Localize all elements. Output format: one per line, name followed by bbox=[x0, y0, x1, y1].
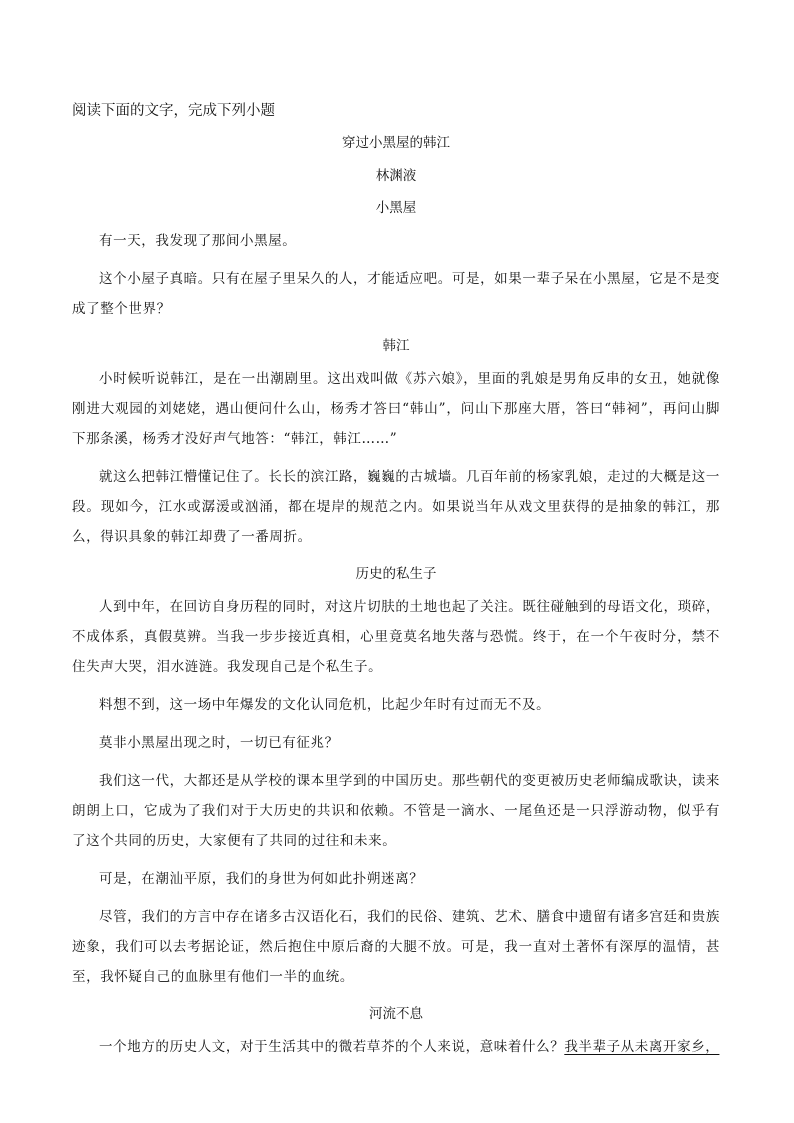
section-heading: 历史的私生子 bbox=[355, 566, 437, 582]
paragraph: 我们这一代，大都还是从学校的课本里学到的中国历史。那些朝代的变更被历史老师编成歌诀，读来朗朗上口，它成为了我们对于大历史的共识和依赖。不管是一滴水、一尾鱼还是一只浮游动物，似乎有了这个共同的历史，大家便有了共同的过往和未来。 bbox=[72, 773, 720, 849]
article-author: 林渊液 bbox=[375, 168, 417, 184]
paragraph: 可是，在潮汕平原，我们的身世为何如此扑朔迷离？ bbox=[99, 871, 424, 887]
section-heading: 韩江 bbox=[382, 338, 410, 354]
paragraph: 就这么把韩江懵懂记住了。长长的滨江路，巍巍的古城墙。几百年前的杨家乳娘，走过的大概是这一段。现如今，江水或潺湲或汹涌，都在堤岸的规范之内。如果说当年从戏文里获得的是抽象的韩江，那么，得识具象的韩江却费了一番周折。 bbox=[72, 469, 720, 545]
paragraph: 有一天，我发现了那间小黑屋。 bbox=[99, 233, 297, 249]
paragraph-text: 一个地方的历史人文，对于生活其中的微若草芥的个人来说，意味着什么？ bbox=[99, 1039, 565, 1055]
paragraph: 尽管，我们的方言中存在诸多古汉语化石，我们的民俗、建筑、艺术、膳食中遗留有诸多宫廷和贵族迹象，我们可以去考据论证，然后抱住中原后裔的大腿不放。可是，我一直对土著怀有深厚的温情，甚至，我怀疑自己的血脉里有他们一半的血统。 bbox=[72, 909, 720, 985]
reading-instruction: 阅读下面的文字，完成下列小题 bbox=[72, 103, 275, 119]
paragraph: 料想不到，这一场中年爆发的文化认同危机，比起少年时有过而无不及。 bbox=[99, 697, 551, 713]
article-title: 穿过小黑屋的韩江 bbox=[342, 135, 450, 151]
paragraph: 小时候听说韩江，是在一出潮剧里。这出戏叫做《苏六娘》，里面的乳娘是男角反串的女丑，她就像刚进大观园的刘姥姥，遇山便问什么山，杨秀才答曰“韩山”，问山下那座大厝，答曰“韩祠”，再问山脚下那条溪，杨秀才没好声气地答：“韩江，韩江……” bbox=[72, 371, 720, 447]
article bbox=[72, 128, 720, 1062]
paragraph: 人到中年，在回访自身历程的同时，对这片切肤的土地也起了关注。既往碰触到的母语文化，琐碎，不成体系，真假莫辨。当我一步步接近真相，心里竟莫名地失落与恐慌。终于，在一个午夜时分，禁不住失声大哭，泪水涟涟。我发现自己是个私生子。 bbox=[72, 599, 720, 675]
underlined-sentence: 我半辈子从未离开家乡， bbox=[564, 1039, 720, 1055]
paragraph: 莫非小黑屋出现之时，一切已有征兆？ bbox=[99, 735, 339, 751]
section-heading: 小黑屋 bbox=[375, 200, 417, 216]
paragraph: 这个小屋子真暗。只有在屋子里呆久的人，才能适应吧。可是，如果一辈子呆在小黑屋，它是不是变成了整个世界？ bbox=[72, 271, 720, 317]
paragraph bbox=[72, 1032, 720, 1062]
section-heading: 河流不息 bbox=[369, 1006, 423, 1022]
